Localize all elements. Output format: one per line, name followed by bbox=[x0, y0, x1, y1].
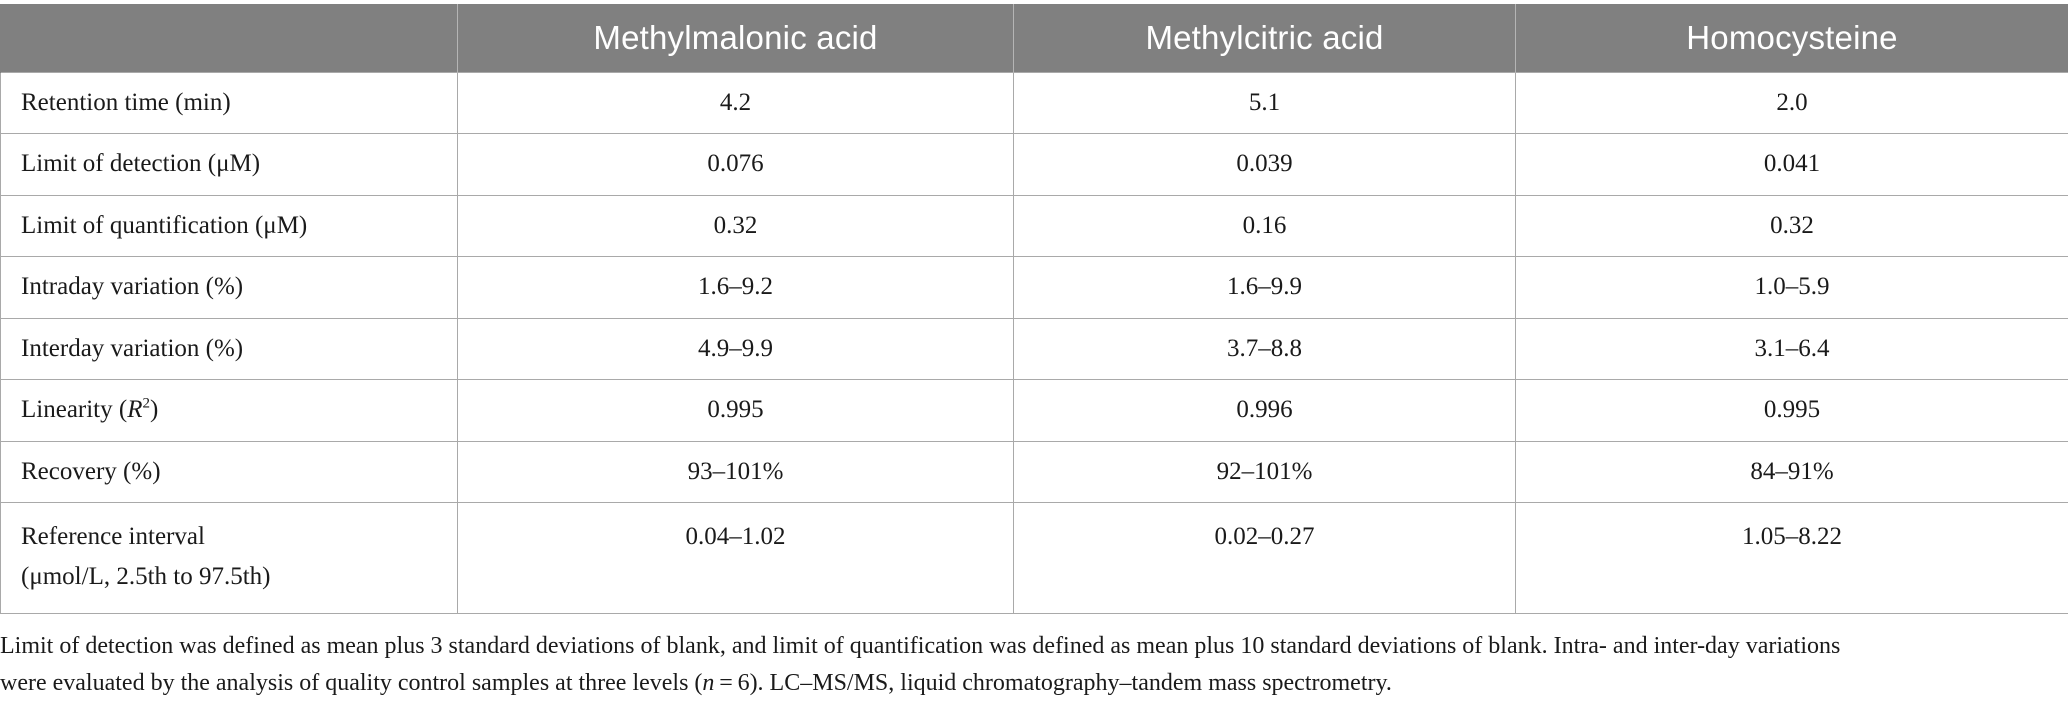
header-cell-homocysteine: Homocysteine bbox=[1516, 4, 2068, 72]
table-row bbox=[1, 318, 2068, 380]
table-cell: 4.9–9.9 bbox=[458, 318, 1014, 380]
footnote-line-2-suffix: = 6). LC–MS/MS, liquid chromatography–tandem mass spectrometry. bbox=[714, 670, 1392, 696]
table-cell: 1.05–8.22 bbox=[1516, 503, 2068, 614]
table-cell: 0.039 bbox=[1014, 134, 1516, 196]
linearity-label-superscript: 2 bbox=[142, 395, 150, 412]
table-cell: 0.995 bbox=[458, 380, 1014, 442]
table-cell: 0.32 bbox=[458, 195, 1014, 257]
row-label-interday-variation: Interday variation (%) bbox=[1, 318, 458, 380]
table-cell: 4.2 bbox=[458, 72, 1014, 134]
row-label-recovery: Recovery (%) bbox=[1, 441, 458, 503]
header-cell-empty bbox=[1, 4, 458, 72]
table-row bbox=[1, 441, 2068, 503]
table-row bbox=[1, 257, 2068, 319]
table-body bbox=[1, 72, 2068, 614]
table-cell: 92–101% bbox=[1014, 441, 1516, 503]
header-row bbox=[1, 4, 2068, 72]
table-cell: 1.6–9.9 bbox=[1014, 257, 1516, 319]
table-cell: 2.0 bbox=[1516, 72, 2068, 134]
table-row bbox=[1, 72, 2068, 134]
table-cell: 1.0–5.9 bbox=[1516, 257, 2068, 319]
row-label-limit-of-detection: Limit of detection (μM) bbox=[1, 134, 458, 196]
table-row bbox=[1, 134, 2068, 196]
footnote-line-1: Limit of detection was defined as mean plus 3 standard deviations of blank, and limit of quantification was defined as mean plus 10 standard deviations of blank. Intra- and inter-day variations bbox=[0, 633, 1841, 659]
row-label-intraday-variation: Intraday variation (%) bbox=[1, 257, 458, 319]
row-label-linearity bbox=[1, 380, 458, 442]
table-cell: 0.16 bbox=[1014, 195, 1516, 257]
table-cell: 84–91% bbox=[1516, 441, 2068, 503]
validation-table-container bbox=[0, 4, 2068, 614]
table-row bbox=[1, 380, 2068, 442]
linearity-label-suffix: ) bbox=[149, 396, 159, 424]
footnote-line-2-prefix: were evaluated by the analysis of quality control samples at three levels ( bbox=[0, 670, 703, 696]
reference-interval-line2: (μmol/L, 2.5th to 97.5th) bbox=[21, 563, 271, 590]
table-cell: 0.076 bbox=[458, 134, 1014, 196]
table-cell: 0.041 bbox=[1516, 134, 2068, 196]
table-cell: 1.6–9.2 bbox=[458, 257, 1014, 319]
row-label-retention-time: Retention time (min) bbox=[1, 72, 458, 134]
row-label-reference-interval bbox=[1, 503, 458, 614]
table-cell: 5.1 bbox=[1014, 72, 1516, 134]
linearity-label-prefix: Linearity ( bbox=[21, 396, 128, 424]
table-row bbox=[1, 195, 2068, 257]
table-cell: 3.1–6.4 bbox=[1516, 318, 2068, 380]
footnote-n-symbol: n bbox=[702, 670, 715, 696]
table-row bbox=[1, 503, 2068, 614]
table-cell: 0.04–1.02 bbox=[458, 503, 1014, 614]
table-cell: 0.32 bbox=[1516, 195, 2068, 257]
header-cell-methylmalonic-acid: Methylmalonic acid bbox=[458, 4, 1014, 72]
linearity-label-r: R bbox=[127, 396, 143, 424]
footnote-line-2 bbox=[0, 665, 2068, 702]
table-footnote bbox=[0, 628, 2068, 702]
table-cell: 0.995 bbox=[1516, 380, 2068, 442]
header-cell-methylcitric-acid: Methylcitric acid bbox=[1014, 4, 1516, 72]
reference-interval-line1: Reference interval bbox=[21, 523, 205, 550]
table-cell: 93–101% bbox=[458, 441, 1014, 503]
table-cell: 0.02–0.27 bbox=[1014, 503, 1516, 614]
table-cell: 0.996 bbox=[1014, 380, 1516, 442]
table-cell: 3.7–8.8 bbox=[1014, 318, 1516, 380]
validation-table bbox=[0, 4, 2068, 614]
row-label-limit-of-quantification: Limit of quantification (μM) bbox=[1, 195, 458, 257]
table-header bbox=[1, 4, 2068, 72]
